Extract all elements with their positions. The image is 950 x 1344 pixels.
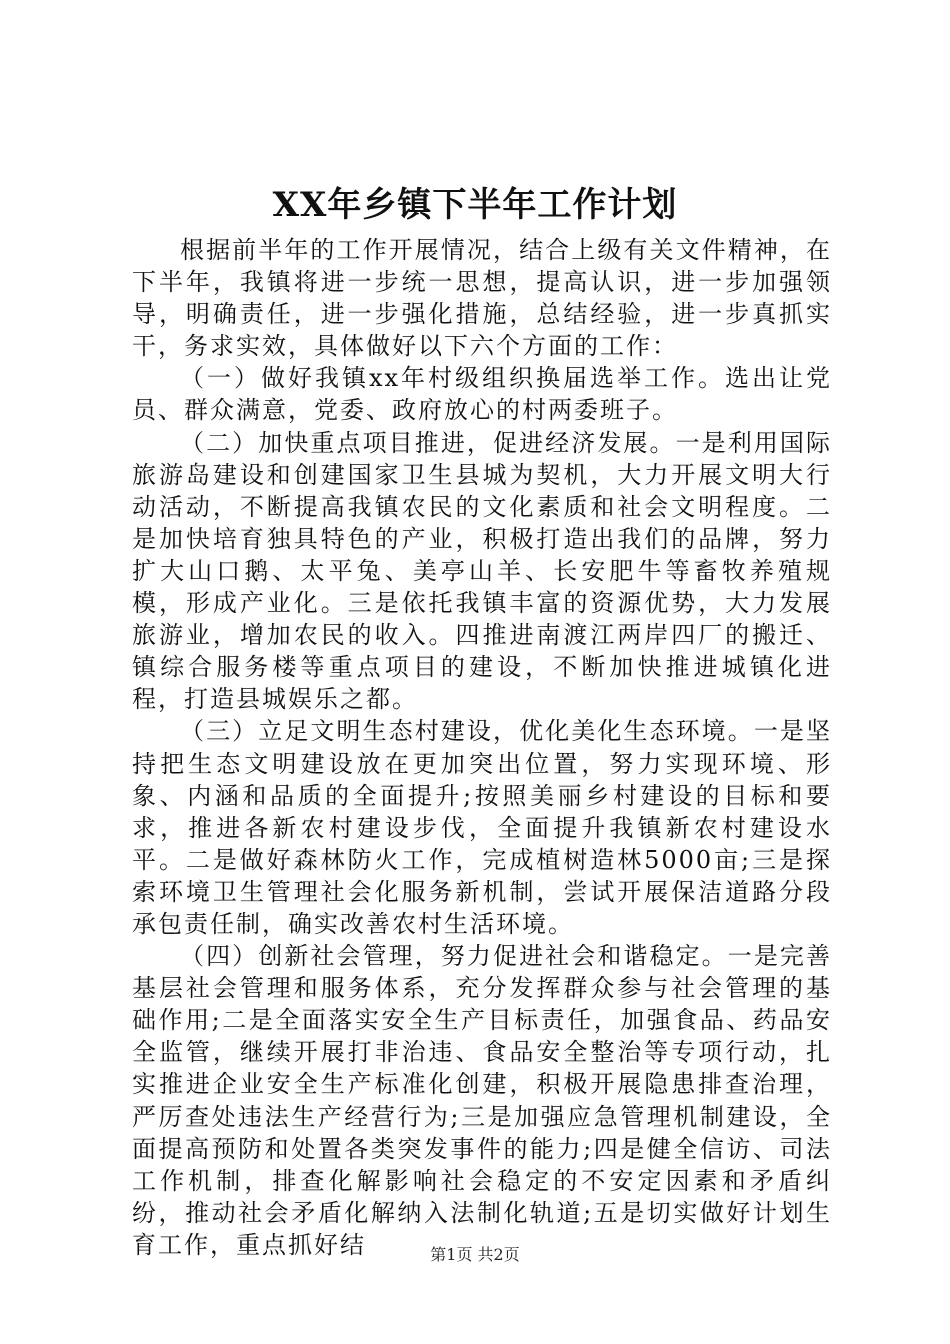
paragraph-intro: 根据前半年的工作开展情况，结合上级有关文件精神，在下半年，我镇将进一步统一思想，提高认识，进一步加强领导，明确责任，进一步强化措施，总结经验，进一步真抓实干，务求实效，具体做好以下六个方面的工作： — [132, 236, 832, 361]
paragraph-section-4: （四）创新社会管理，努力促进社会和谐稳定。一是完善基层社会管理和服务体系，充分发挥群众参与社会管理的基础作用;二是全面落实安全生产目标责任，加强食品、药品安全监管，继续开展打非治违、食品安全整治等专项行动，扎实推进企业安全生产标准化创建，积极开展隐患排查治理，严厉查处违法生产经营行为;三是加强应急管理机制建设，全面提高预防和处置各类突发事件的能力;四是健全信访、司法工作机制，排查化解影响社会稳定的不安定因素和矛盾纠纷，推动社会矛盾化解纳入法制化轨道;五是切实做好计划生育工作，重点抓好结 — [132, 942, 832, 1259]
document-title: XX年乡镇下半年工作计划 — [272, 185, 678, 225]
paragraph-section-3: （三）立足文明生态村建设，优化美化生态环境。一是坚持把生态文明建设放在更加突出位置，努力实现环境、形象、内涵和品质的全面提升;按照美丽乡村建设的目标和要求，推进各新农村建设步伐，全面提升我镇新农村建设水平。二是做好森林防火工作，完成植树造林5000亩;三是探索环境卫生管理社会化服务新机制，尝试开展保洁道路分段承包责任制，确实改善农村生活环境。 — [132, 717, 832, 938]
paragraph-section-2: （二）加快重点项目推进，促进经济发展。一是利用国际旅游岛建设和创建国家卫生县城为契机，大力开展文明大行动活动，不断提高我镇农民的文化素质和社会文明程度。二是加快培育独具特色的产业，积极打造出我们的品牌，努力扩大山口鹅、太平兔、美亭山羊、长安肥牛等畜牧养殖规模，形成产业化。三是依托我镇丰富的资源优势，大力发展旅游业，增加农民的收入。四推进南渡江两岸四厂的搬迁、镇综合服务楼等重点项目的建设，不断加快推进城镇化进程，打造县城娱乐之都。 — [132, 428, 832, 714]
document-body — [132, 234, 832, 1261]
paragraph-section-1: （一）做好我镇xx年村级组织换届选举工作。选出让党员、群众满意，党委、政府放心的村两委班子。 — [132, 364, 832, 425]
page-number-footer: 第1页 共2页 — [430, 1245, 520, 1264]
